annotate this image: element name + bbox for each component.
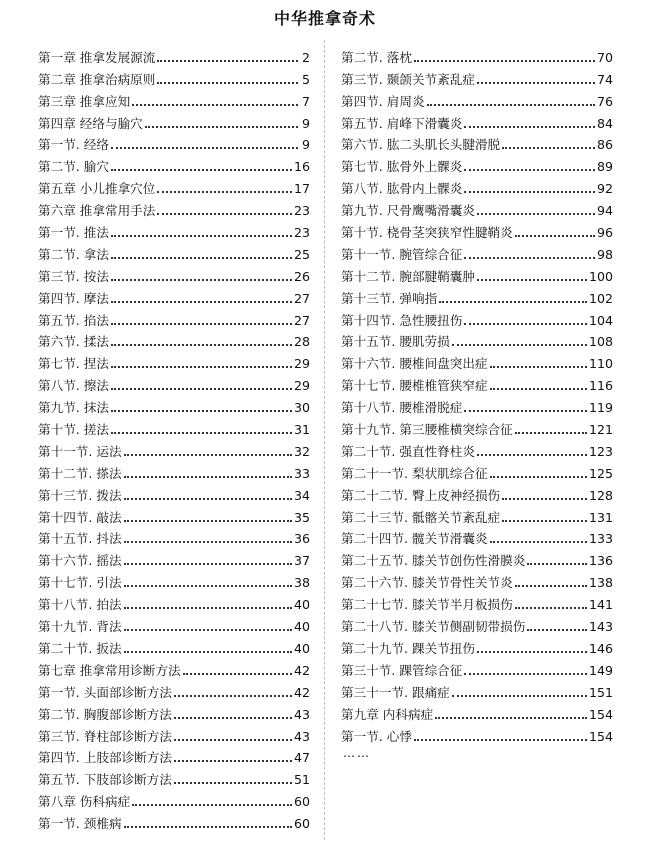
dot-leader: [174, 760, 292, 762]
toc-entry: [38, 656, 310, 678]
toc-entry: [341, 284, 613, 306]
toc-entry: [38, 393, 310, 415]
dot-leader: [464, 191, 595, 193]
toc-entry-page: 121: [588, 422, 613, 438]
toc-entry-title: 第二十三节. 骶髂关节紊乱症: [341, 509, 501, 525]
toc-entry-title: 第三十节. 踝管综合征: [341, 662, 463, 678]
toc-entry-page: 151: [588, 684, 613, 700]
toc-entry: [341, 65, 613, 87]
toc-entry-title: 第二章 推拿治病原则: [38, 71, 156, 87]
dot-leader: [111, 301, 292, 303]
toc-entry: [341, 459, 613, 481]
dot-leader: [452, 695, 587, 697]
toc-entry-title: 第三十一节. 跟痛症: [341, 684, 450, 700]
toc-entry: [38, 328, 310, 350]
dot-leader: [124, 826, 292, 828]
dot-leader: [111, 257, 292, 259]
toc-entry: [38, 459, 310, 481]
toc-entry-page: 7: [301, 93, 310, 109]
toc-entry: [38, 262, 310, 284]
toc-entry-page: 133: [588, 531, 613, 547]
dot-leader: [124, 585, 292, 587]
toc-entry-page: 60: [293, 794, 310, 810]
toc-entry-title: 第十五节. 抖法: [38, 531, 122, 547]
dot-leader: [414, 739, 587, 741]
toc-entry-page: 40: [293, 619, 310, 635]
toc-entry-page: 33: [293, 465, 310, 481]
toc-entry-title: 第十八节. 拍法: [38, 597, 122, 613]
dot-leader: [515, 585, 587, 587]
toc-entry-page: 104: [588, 312, 613, 328]
toc-entry-page: 36: [293, 531, 310, 547]
toc-entry-page: 43: [293, 728, 310, 744]
toc-entry-page: 100: [588, 268, 613, 284]
toc-entry: [38, 787, 310, 809]
continuation-ellipsis: ……: [343, 745, 371, 760]
dot-leader: [477, 213, 595, 215]
toc-entry-title: 第十四节. 急性腰扭伤: [341, 312, 463, 328]
column-divider: [324, 40, 325, 840]
dot-leader: [527, 563, 587, 565]
toc-entry-title: 第十四节. 敲法: [38, 509, 122, 525]
toc-entry-title: 第二十四节. 髋关节滑囊炎: [341, 531, 488, 547]
toc-entry: [38, 109, 310, 131]
toc-entry-title: 第二十二节. 臀上皮神经损伤: [341, 487, 501, 503]
toc-entry-page: 23: [293, 225, 310, 241]
toc-entry-title: 第十六节. 腰椎间盘突出症: [341, 356, 488, 372]
toc-entry-page: 2: [301, 49, 310, 65]
dot-leader: [464, 410, 587, 412]
toc-entry-page: 123: [588, 443, 613, 459]
toc-entry: [38, 765, 310, 787]
toc-entry: [341, 43, 613, 65]
toc-entry-title: 第八节. 擦法: [38, 378, 109, 394]
toc-entry-title: 第七章 推拿常用诊断方法: [38, 662, 181, 678]
toc-entry-page: 84: [596, 115, 613, 131]
toc-entry-page: 27: [293, 290, 310, 306]
toc-entry: [38, 744, 310, 766]
toc-entry: [38, 196, 310, 218]
toc-entry: [38, 437, 310, 459]
dot-leader: [124, 520, 292, 522]
toc-entry-title: 第五节. 肩峰下滑囊炎: [341, 115, 463, 131]
toc-entry-page: 51: [293, 772, 310, 788]
dot-leader: [435, 717, 587, 719]
toc-entry-title: 第八节. 肱骨内上髁炎: [341, 181, 463, 197]
toc-entry-page: 125: [588, 465, 613, 481]
toc-entry-title: 第六章 推拿常用手法: [38, 203, 156, 219]
toc-entry-page: 40: [293, 597, 310, 613]
toc-entry: [341, 700, 613, 722]
toc-entry-title: 第十五节. 腰肌劳损: [341, 334, 450, 350]
dot-leader: [490, 366, 587, 368]
toc-entry: [38, 678, 310, 700]
toc-entry-title: 第四节. 肩周炎: [341, 93, 425, 109]
dot-leader: [464, 323, 587, 325]
toc-entry-title: 第二十五节. 膝关节创伤性滑膜炎: [341, 553, 526, 569]
page-title: 中华推拿奇术: [273, 9, 376, 28]
toc-entry-page: 35: [293, 509, 310, 525]
dot-leader: [477, 651, 587, 653]
toc-entry-page: 16: [293, 159, 310, 175]
toc-entry-title: 第九章 内科病症: [341, 706, 434, 722]
toc-entry-title: 第十三节. 弹响指: [341, 290, 438, 306]
dot-leader: [111, 169, 292, 171]
toc-entry-page: 60: [293, 816, 310, 832]
toc-entry-page: 89: [596, 159, 613, 175]
toc-entry-page: 149: [588, 662, 613, 678]
toc-entry-page: 30: [293, 400, 310, 416]
toc-entry: [341, 722, 613, 744]
toc-entry: [341, 306, 613, 328]
dot-leader: [464, 257, 595, 259]
toc-entry-page: 98: [596, 246, 613, 262]
toc-entry-title: 第二十七节. 膝关节半月板损伤: [341, 597, 513, 613]
dot-leader: [490, 541, 587, 543]
dot-leader: [157, 60, 298, 62]
toc-entry: [38, 612, 310, 634]
toc-entry-title: 第四章 经络与腧穴: [38, 115, 143, 131]
toc-entry: [341, 525, 613, 547]
dot-leader: [477, 454, 587, 456]
dot-leader: [174, 739, 292, 741]
toc-entry: [341, 590, 613, 612]
toc-entry-page: 37: [293, 553, 310, 569]
toc-entry: [38, 700, 310, 722]
toc-entry: [38, 131, 310, 153]
toc-entry-page: 40: [293, 640, 310, 656]
toc-entry-page: 29: [293, 378, 310, 394]
toc-entry-title: 第四节. 上肢部诊断方法: [38, 750, 172, 766]
dot-leader: [124, 541, 292, 543]
dot-leader: [124, 651, 292, 653]
toc-entry-page: 136: [588, 553, 613, 569]
toc-entry: [341, 481, 613, 503]
toc-entry-title: 第二节. 胸腹部诊断方法: [38, 706, 172, 722]
toc-entry-page: 23: [293, 203, 310, 219]
dot-leader: [502, 147, 595, 149]
toc-entry-title: 第五节. 下肢部诊断方法: [38, 772, 172, 788]
toc-entry-page: 9: [301, 137, 310, 153]
toc-entry-page: 25: [293, 246, 310, 262]
toc-entry: [38, 152, 310, 174]
toc-entry-page: 32: [293, 443, 310, 459]
toc-entry-page: 29: [293, 356, 310, 372]
toc-entry-page: 28: [293, 334, 310, 350]
dot-leader: [477, 279, 587, 281]
toc-entry: [38, 65, 310, 87]
toc-entry-page: 102: [588, 290, 613, 306]
toc-entry: [341, 503, 613, 525]
toc-entry-page: 110: [588, 356, 613, 372]
toc-entry-title: 第二节. 腧穴: [38, 159, 109, 175]
toc-entry: [38, 174, 310, 196]
toc-entry-page: 108: [588, 334, 613, 350]
toc-entry: [341, 174, 613, 196]
toc-entry-title: 第九节. 尺骨鹰嘴滑囊炎: [341, 203, 475, 219]
toc-entry: [38, 525, 310, 547]
toc-entry-page: 143: [588, 619, 613, 635]
toc-entry-title: 第三节. 颞颌关节紊乱症: [341, 71, 475, 87]
toc-entry-title: 第二节. 落枕: [341, 49, 412, 65]
toc-entry: [341, 393, 613, 415]
toc-entry: [341, 196, 613, 218]
dot-leader: [174, 782, 292, 784]
dot-leader: [124, 476, 292, 478]
toc-entry: [38, 415, 310, 437]
dot-leader: [111, 366, 292, 368]
dot-leader: [174, 717, 292, 719]
toc-entry-page: 94: [596, 203, 613, 219]
dot-leader: [183, 673, 292, 675]
toc-entry-title: 第一节. 头面部诊断方法: [38, 684, 172, 700]
toc-entry-page: 31: [293, 422, 310, 438]
toc-entry-title: 第二十一节. 梨状肌综合征: [341, 465, 488, 481]
toc-entry-page: 96: [596, 225, 613, 241]
toc-entry-page: 70: [596, 49, 613, 65]
dot-leader: [490, 388, 587, 390]
dot-leader: [157, 82, 298, 84]
toc-entry-page: 38: [293, 575, 310, 591]
toc-entry-title: 第二十八节. 膝关节侧副韧带损伤: [341, 619, 526, 635]
toc-entry: [38, 349, 310, 371]
dot-leader: [452, 344, 587, 346]
toc-entry-page: 131: [588, 509, 613, 525]
toc-entry-title: 第十七节. 引法: [38, 575, 122, 591]
toc-entry-title: 第四节. 摩法: [38, 290, 109, 306]
toc-entry-page: 116: [588, 378, 613, 394]
dot-leader: [132, 804, 292, 806]
dot-leader: [111, 147, 298, 149]
toc-entry-page: 47: [293, 750, 310, 766]
dot-leader: [124, 563, 292, 565]
toc-entry-page: 128: [588, 487, 613, 503]
toc-entry-page: 146: [588, 640, 613, 656]
toc-entry: [38, 503, 310, 525]
dot-leader: [111, 323, 292, 325]
toc-entry: [38, 809, 310, 831]
dot-leader: [111, 432, 292, 434]
toc-entry-page: 17: [293, 181, 310, 197]
toc-entry-title: 第二十六节. 膝关节骨性关节炎: [341, 575, 513, 591]
toc-entry: [341, 328, 613, 350]
toc-entry: [341, 568, 613, 590]
dot-leader: [502, 520, 587, 522]
dot-leader: [145, 126, 298, 128]
toc-entry-page: 92: [596, 181, 613, 197]
toc-entry-title: 第九节. 抹法: [38, 400, 109, 416]
toc-entry: [38, 240, 310, 262]
toc-entry: [38, 43, 310, 65]
dot-leader: [124, 498, 292, 500]
toc-entry: [38, 634, 310, 656]
toc-entry: [341, 87, 613, 109]
toc-entry-title: 第二节. 拿法: [38, 246, 109, 262]
dot-leader: [414, 60, 595, 62]
toc-entry-title: 第七节. 肱骨外上髁炎: [341, 159, 463, 175]
dot-leader: [477, 82, 595, 84]
dot-leader: [502, 498, 587, 500]
dot-leader: [439, 301, 587, 303]
toc-entry: [38, 590, 310, 612]
toc-entry-title: 第一节. 心悸: [341, 728, 412, 744]
toc-entry-page: 138: [588, 575, 613, 591]
toc-entry: [38, 481, 310, 503]
dot-leader: [527, 629, 587, 631]
dot-leader: [427, 104, 595, 106]
dot-leader: [515, 607, 587, 609]
toc-entry-title: 第七节. 捏法: [38, 356, 109, 372]
dot-leader: [111, 410, 292, 412]
dot-leader: [515, 235, 595, 237]
toc-entry-title: 第十六节. 摇法: [38, 553, 122, 569]
toc-entry-page: 154: [588, 706, 613, 722]
dot-leader: [174, 695, 292, 697]
toc-entry-title: 第十八节. 腰椎滑脱症: [341, 400, 463, 416]
toc-right-column: [341, 43, 613, 762]
toc-entry: [341, 634, 613, 656]
toc-entry: [38, 722, 310, 744]
toc-entry: [38, 568, 310, 590]
toc-entry-page: 26: [293, 268, 310, 284]
toc-entry: [38, 218, 310, 240]
toc-entry-title: 第十九节. 背法: [38, 619, 122, 635]
dot-leader: [157, 213, 292, 215]
toc-entry-page: 74: [596, 71, 613, 87]
toc-entry: [341, 612, 613, 634]
dot-leader: [464, 673, 587, 675]
toc-entry: [341, 546, 613, 568]
toc-left-column: [38, 43, 310, 831]
dot-leader: [515, 432, 587, 434]
dot-leader: [132, 104, 298, 106]
toc-entry-title: 第五章 小儿推拿穴位: [38, 181, 156, 197]
dot-leader: [490, 476, 587, 478]
toc-entry-title: 第十三节. 拨法: [38, 487, 122, 503]
toc-entry: [341, 415, 613, 437]
toc-entry-title: 第六节. 肱二头肌长头腱滑脱: [341, 137, 501, 153]
toc-entry: [38, 306, 310, 328]
toc-entry-page: 27: [293, 312, 310, 328]
toc-entry-title: 第八章 伤科病症: [38, 794, 131, 810]
toc-entry-title: 第十二节. 搽法: [38, 465, 122, 481]
dot-leader: [111, 344, 292, 346]
toc-entry-title: 第二十九节. 踝关节扭伤: [341, 640, 475, 656]
toc-entry: [341, 109, 613, 131]
toc-entry-title: 第六节. 揉法: [38, 334, 109, 350]
toc-entry: [341, 240, 613, 262]
toc-entry-title: 第三章 推拿应知: [38, 93, 131, 109]
toc-entry: [38, 371, 310, 393]
toc-entry-title: 第十九节. 第三腰椎横突综合征: [341, 422, 513, 438]
toc-entry-title: 第十七节. 腰椎椎管狭窄症: [341, 378, 488, 394]
toc-entry-title: 第十节. 搓法: [38, 422, 109, 438]
toc-entry: [341, 218, 613, 240]
dot-leader: [464, 169, 595, 171]
dot-leader: [464, 126, 595, 128]
toc-entry-title: 第三节. 脊柱部诊断方法: [38, 728, 172, 744]
toc-entry: [341, 371, 613, 393]
dot-leader: [157, 191, 292, 193]
toc-entry-title: 第三节. 按法: [38, 268, 109, 284]
toc-entry: [341, 131, 613, 153]
toc-entry-page: 86: [596, 137, 613, 153]
toc-entry-page: 154: [588, 728, 613, 744]
toc-entry-page: 141: [588, 597, 613, 613]
toc-entry-title: 第一章 推拿发展源流: [38, 49, 156, 65]
toc-entry-title: 第五节. 掐法: [38, 312, 109, 328]
toc-entry: [341, 437, 613, 459]
toc-entry-title: 第十节. 桡骨茎突狭窄性腱鞘炎: [341, 225, 513, 241]
toc-entry-page: 34: [293, 487, 310, 503]
dot-leader: [111, 279, 292, 281]
dot-leader: [124, 454, 292, 456]
dot-leader: [124, 629, 292, 631]
dot-leader: [111, 235, 292, 237]
toc-entry-page: 42: [293, 684, 310, 700]
toc-entry-title: 第一节. 颈椎病: [38, 816, 122, 832]
toc-entry-title: 第十二节. 腕部腱鞘囊肿: [341, 268, 475, 284]
toc-entry-title: 第十一节. 腕管综合征: [341, 246, 463, 262]
toc-entry: [341, 152, 613, 174]
toc-entry-page: 119: [588, 400, 613, 416]
toc-entry-title: 第二十节. 强直性脊柱炎: [341, 443, 475, 459]
toc-entry: [38, 87, 310, 109]
toc-entry: [341, 678, 613, 700]
toc-entry: [38, 284, 310, 306]
toc-entry: [341, 349, 613, 371]
dot-leader: [124, 607, 292, 609]
toc-entry-page: 43: [293, 706, 310, 722]
toc-entry-title: 第一节. 推法: [38, 225, 109, 241]
toc-entry-title: 第一节. 经络: [38, 137, 109, 153]
toc-entry: [341, 262, 613, 284]
toc-entry: [38, 546, 310, 568]
toc-entry-page: 76: [596, 93, 613, 109]
toc-entry-page: 5: [301, 71, 310, 87]
toc-entry-title: 第十一节. 运法: [38, 443, 122, 459]
toc-entry-title: 第二十节. 扳法: [38, 640, 122, 656]
toc-entry: [341, 656, 613, 678]
dot-leader: [111, 388, 292, 390]
toc-entry-page: 9: [301, 115, 310, 131]
toc-entry-page: 42: [293, 662, 310, 678]
